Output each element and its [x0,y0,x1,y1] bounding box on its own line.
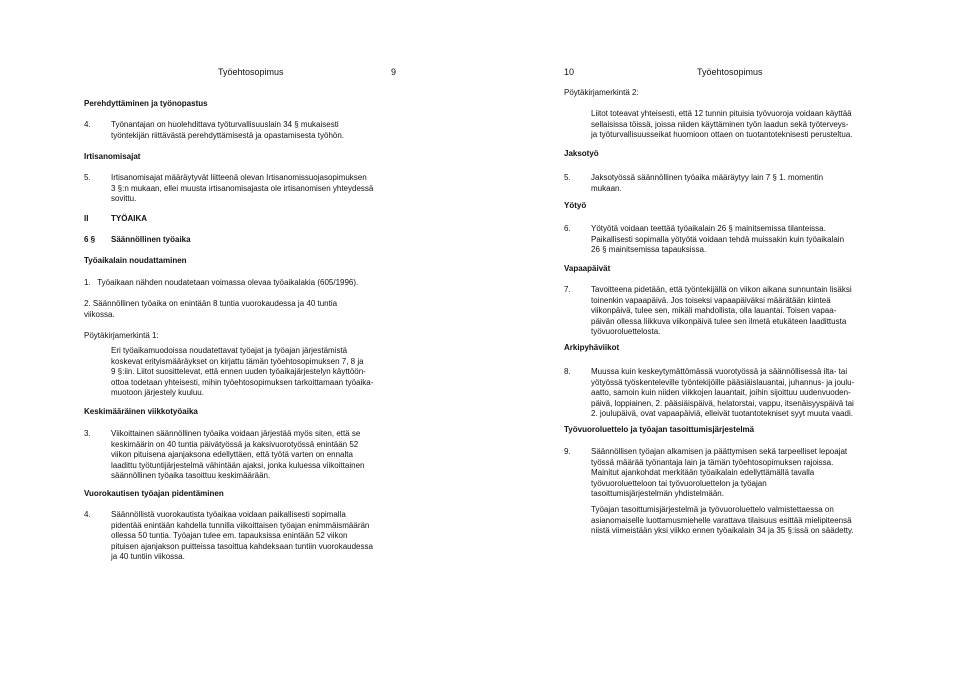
clause-title: Säännöllinen työaika [111,235,191,244]
paragraph-6-text: Yötyötä voidaan teettää työaikalain 26 § mainitsemissa tilanteissa. Paikallisesti sopimalla yötyötä voidaan tehdä muissakin kuin työaikalain 26 § mainitsemissa tapauksissa. [591,224,845,255]
paragraph-9-number: 9. [564,447,571,456]
section-title: TYÖAIKA [111,214,147,223]
paragraph-7-number: 7. [564,285,571,294]
paragraph-6-number: 6. [564,224,571,233]
paragraph-9b-text: Työajan tasoittumisjärjestelmä ja työvuoroluettelo valmistettaessa on asianomaiselle luottamusmiehelle varattava tilaisuus esittää mielipiteensä niistä viimeistään yksi viikko ennen työaikalain 34 ja 35 §:issä on säädetty. [591,505,854,536]
heading-tyoaikalain-noudattaminen: Työaikalain noudattaminen [84,256,187,265]
paragraph-4b-text: Säännöllistä vuorokautista työaikaa voidaan paikallisesti sopimalla pidentää enintään kahdella tunnilla viikoittaisen työajan enimmäismäärän ollessa 50 tuntia. Työajan tulee em. tapauksissa enintään 52 viikon pituisen ajanjakson puitteissa tasoittua kahdeksaan tuntiin vuorokaudessa ja 40 tuntiin viikossa. [111,510,373,562]
paragraph-4b-number: 4. [84,510,91,519]
paragraph-2-text: 2. Säännöllinen työaika on enintään 8 tuntia vuorokaudessa ja 40 tuntia viikossa. [84,299,338,319]
paragraph-3-text: Viikoittainen säännöllinen työaika voidaan järjestää myös siten, että se keskimäärin on 40 tuntia päivätyössä ja kaksivuorotyössä enintään 52 viikon pituisena ajanjaksona edellyttäen, että työtä varten on ennalta laadittu työtuntijärjestelmä vähintään ajaksi, jonka kuluessa viikoittainen säännöllinen työaika tasoittuu keskimäärään. [111,429,365,481]
left-header-page-number: 9 [391,67,397,77]
heading-vapaapaivat: Vapaapäivät [564,264,611,273]
protocol-1-text: Eri työaikamuodoissa noudatettavat työajat ja työajan järjestämistä koskevat erityismääräykset on kirjattu tämän työehtosopimuksen 7, 8 ja 9 §:iin. Liitot suosittelevat, että ennen uuden työaikajärjestelyn käyttöön- ottoa todetaan yhteisesti, mihin työehtosopimuksen tarkoittamaan työaika- muotoon järjestely kuuluu. [111,346,374,398]
section-number: II [84,214,89,223]
heading-tyovuoroluettelo: Työvuoroluettelo ja työajan tasoittumisjärjestelmä [564,425,755,434]
protocol-2-label: Pöytäkirjamerkintä 2: [564,88,639,97]
heading-vuorokautisen-tyoajan-pidentaminen: Vuorokautisen työajan pidentäminen [84,489,224,498]
paragraph-5-number: 5. [84,173,91,182]
paragraph-8-text: Muussa kuin keskeytymättömässä vuorotyössä ja säännöllisessä ilta- tai yötyössä työskenteleville työntekijöille pääsiäislauantai, juhannus- ja joulu- aatto, samoin kuin niiden viikkojen lauantait, joihin sijoittuu uudenvuoden- päivä, loppiainen, 2. pääsiäispäivä, helatorstai, vappu, itsenäisyyspäivä tai 2. joulupäivä, ovat vapaapäiviä, elleivät tuotantotekniset syyt muuta vaadi. [591,367,855,419]
protocol-1-label: Pöytäkirjamerkintä 1: [84,331,159,340]
heading-yotyo: Yötyö [564,201,587,210]
clause-number: 6 § [84,235,96,244]
paragraph-5-text: Irtisanomisajat määräytyvät liitteenä olevan Irtisanomissuojasopimuksen 3 §:n mukaan, ellei muusta irtisanomisajasta ole irtisanomisen yhteydessä sovittu. [111,173,374,204]
paragraph-4-number: 4. [84,120,91,129]
heading-arkipyhaviikot: Arkipyhäviikot [564,343,620,352]
right-page [480,0,960,674]
paragraph-3-number: 3. [84,429,91,438]
paragraph-4-text: Työnantajan on huolehdittava työturvallisuuslain 34 § mukaisesti työntekijän riittävästä perehdyttämisestä ja opastamisesta työhön. [111,120,345,140]
paragraph-5-text-right: Jaksotyössä säännöllinen työaika määräytyy lain 7 § 1. momentin mukaan. [591,173,824,193]
heading-perehdyttaminen: Perehdyttäminen ja työnopastus [84,99,208,108]
paragraph-9-text: Säännöllisen työajan alkamisen ja päättymisen sekä tarpeelliset lepoajat työssä määrää työnantaja lain ja tämän työehtosopimuksen rajoissa. Mainitut ajankohdat merkitään työaikalain edellyttämällä tavalla työvuoroluetteloon tai työvuoroluettelon ja työajan tasoittumisjärjestelmän yhdistelmään. [591,447,848,499]
paragraph-5-number-right: 5. [564,173,571,182]
protocol-2-text: Liitot toteavat yhteisesti, että 12 tunnin pituisia työvuoroja voidaan käyttää sellaisissa töissä, joissa niiden käyttäminen työn laadun sekä työterveys- ja työturvallisuusseikat huomioon ottaen on tuotantoteknisesti perusteltua. [591,109,853,140]
right-header-title: Työehtosopimus [697,67,763,77]
left-header-title: Työehtosopimus [218,67,284,77]
right-header-page-number: 10 [564,67,575,77]
paragraph-1-text: 1. Työaikaan nähden noudatetaan voimassa olevaa työaikalakia (605/1996). [84,278,359,287]
paragraph-8-number: 8. [564,367,571,376]
heading-jaksotyo: Jaksotyö [564,149,599,158]
paragraph-7-text: Tavoitteena pidetään, että työntekijällä on viikon aikana sunnuntain lisäksi toinenkin vapaapäivä. Jos toiseksi vapaapäiväksi määrätään kiinteä viikonpäivä, tulee sen, mikäli mahdollista, olla lauantai. Toisen vapaa- päivän ollessa liikkuva viikonpäivä tulee sen ilmetä etukäteen laadittusta työvuoroluettelosta. [591,285,852,337]
heading-keskimaarainen-viikkotyoaika: Keskimääräinen viikkotyöaika [84,407,198,416]
heading-irtisanomisajat: Irtisanomisajat [84,152,141,161]
